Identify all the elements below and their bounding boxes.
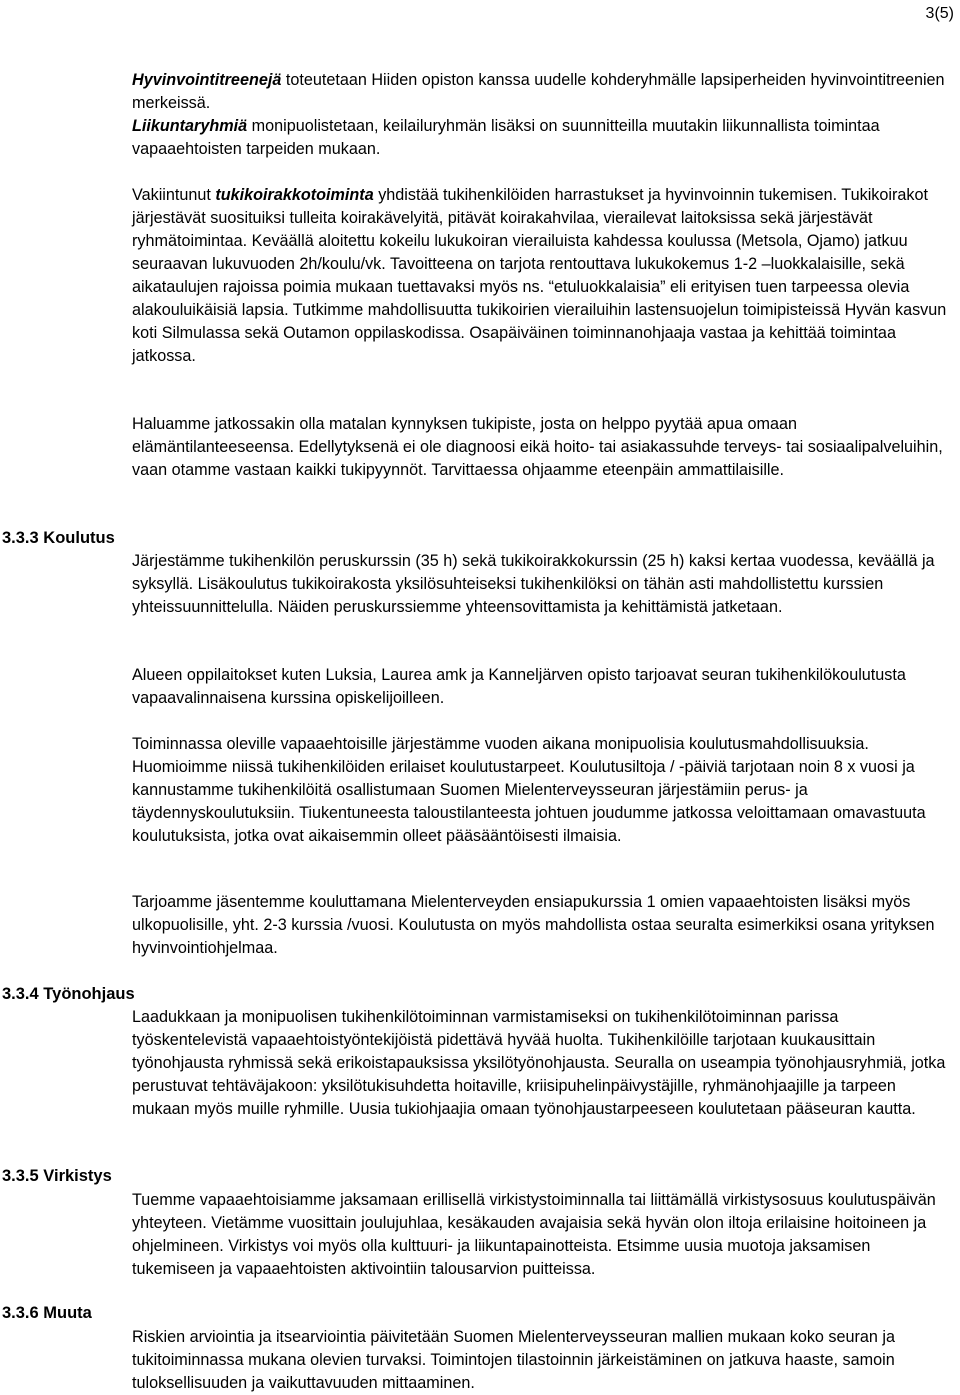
koulutus-p1-text: Järjestämme tukihenkilön peruskurssin (35 h) sekä tukikoirakkokurssin (25 h) kaksi kertaa vuodessa, keväällä ja syksyllä. Lisäkoulutus tukikoirakosta yksilösuhteiseksi tukihenkilöksi on tähän asti mahdollistettu kurssien yhteissuunnittelulla. Näiden peruskurssiemme yhteensovittamista ja kehittämistä jatketaan.	[132, 552, 935, 616]
liikuntaryhmat-term: Liikuntaryhmiä	[132, 117, 248, 135]
koulutus-paragraph-3	[132, 733, 956, 848]
koulutus-paragraph-1	[132, 550, 956, 619]
koulutus-p4-text: Tarjoamme jäsentemme kouluttamana Mielenterveyden ensiapukurssia 1 omien vapaaehtoisten lisäksi myös ulkopuolisille, yht. 2-3 kurssia /vuosi. Koulutusta on myös mahdollista ostaa seuralta esimerkiksi osana yrityksen hyvinvointiohjelmaa.	[132, 893, 935, 957]
section-heading-koulutus: 3.3.3 Koulutus	[2, 529, 115, 547]
koulutus-p3-text: Toiminnassa oleville vapaaehtoisille järjestämme vuoden aikana monipuolisia koulutusmahdollisuuksia. Huomioimme niissä tukihenkilöiden erilaiset koulutustarpeet. Koulutusiltoja / -päiviä tarjotaan noin 8 x vuosi ja kannustamme tukihenkilöitä osallistumaan Suomen Mielenterveysseuran järjestämiin perus- ja täydennyskoulutuksiin. Tiukentuneesta taloustilanteesta johtuen joudumme jatkossa veloittamaan omavastuuta koulutuksista, jotka ovat aikaisemmin olleet pääsääntöisesti ilmaisia.	[132, 735, 926, 845]
intro-p3-text: Haluamme jatkossakin olla matalan kynnyksen tukipiste, josta on helppo pyytää apua omaan elämäntilanteeseensa. Edellytyksenä ei ole diagnoosi eikä hoito- tai asiakassuhde terveys- tai sosiaalipalveluihin, vaan otamme vastaan kaikki tukipyynnöt. Tarvittaessa ohjaamme eteenpäin ammattilaisille.	[132, 415, 943, 479]
tukikoirakkotoiminta-term: tukikoirakkotoiminta	[215, 186, 374, 204]
tyonohjaus-paragraph-1	[132, 1006, 956, 1121]
koulutus-paragraph-4	[132, 891, 956, 960]
koulutus-p2-text: Alueen oppilaitokset kuten Luksia, Laurea amk ja Kanneljärven opisto tarjoavat seuran tukihenkilökoulutusta vapaavalinnaisena kurssina opiskelijoilleen.	[132, 666, 906, 707]
virkistys-paragraph-1	[132, 1189, 956, 1281]
intro-p2-text-2: yhdistää tukihenkilöiden harrastukset ja hyvinvoinnin tukemisen. Tukikoirakot järjestävät suosituiksi tulleita koirakävelyitä, pitävät koirakahvilaa, vierailevat laitoksissa sekä järjestävät ryhmätoimintaa. Keväällä aloitettu kokeilu lukukoiran vierailuista kahdessa koulussa (Metsola, Ojamo) jatkuu seuraavan lukuvuoden 2h/koulu/vk. Tavoitteena on tarjota rentouttava lukukokemus 1-2 –luokkalaisille, sekä aikataulujen rajoissa poimia mukaan tuettavaksi myös ns. “etuluokkalaisia” eli erityisen tuen tarpeessa olevia alakouluikäisiä lapsia. Tutkimme mahdollisuutta tukikoirien vierailuihin lastensuojelun toimipisteissä Hyvän kasvun koti Silmulassa sekä Outamon oppilaskodissa. Osapäiväinen toiminnanohjaaja vastaa ja kehittää toimintaa jatkossa.	[132, 186, 947, 365]
hyvinvointitreenit-term: Hyvinvointitreenejä	[132, 71, 282, 89]
virkistys-p1-text: Tuemme vapaaehtoisiamme jaksamaan erillisellä virkistystoiminnalla tai liittämällä virkistysosuus koulutuspäivän yhteyteen. Vietämme vuosittain joulujuhlaa, kesäkauden avajaisia sekä hyvän olon iltoja erilaisine hoitoineen ja ohjelmineen. Virkistys voi myös olla kulttuuri- ja liikuntapainotteista. Etsimme uusia muotoja jaksamisen tukemiseen ja vapaaehtoisten aktivointiin talousarvion puitteissa.	[132, 1191, 936, 1278]
intro-p2-text-1: Vakiintunut	[132, 186, 216, 204]
section-heading-muuta: 3.3.6 Muuta	[2, 1304, 92, 1322]
section-heading-tyonohjaus: 3.3.4 Työnohjaus	[2, 985, 135, 1003]
intro-p1-text-2: monipuolistetaan, keilailuryhmän lisäksi on suunnitteilla muutakin liikunnallista toimintaa vapaaehtoisten tarpeiden mukaan.	[132, 117, 880, 158]
intro-paragraph-2	[132, 184, 956, 368]
section-heading-virkistys: 3.3.5 Virkistys	[2, 1167, 112, 1185]
muuta-p1-text: Riskien arviointia ja itsearviointia päivitetään Suomen Mielenterveysseuran mallien mukaan koko seuran ja tukitoiminnassa mukana olevien turvaksi. Toimintojen tilastoinnin järkeistäminen on jatkuva haaste, samoin tuloksellisuuden ja vaikuttavuuden mittaaminen.	[132, 1328, 896, 1392]
koulutus-paragraph-2	[132, 664, 956, 710]
tyonohjaus-p1-text: Laadukkaan ja monipuolisen tukihenkilötoiminnan varmistamiseksi on tukihenkilötoiminnan parissa työskentelevistä vapaaehtoistyöntekijöistä pidettävä hyvää huolta. Tukihenkilöille tarjotaan kuukausittain työnohjausta ryhmissä sekä erikoistapauksissa yksilötyönohjausta. Seuralla on useampia työnohjausryhmiä, jotka perustuvat tehtäväjakoon: yksilötukisuhdetta hoitaville, kriisipuhelinpäivystäjille, ryhmänohjaajille ja tarpeen mukaan myös muille ryhmille. Uusia tukiohjaajia omaan työnohjaustarpeeseen koulutetaan pääseuran kautta.	[132, 1008, 946, 1118]
intro-paragraph-1	[132, 69, 956, 161]
intro-paragraph-3	[132, 413, 956, 482]
muuta-paragraph-1	[132, 1326, 956, 1395]
page-number: 3(5)	[925, 5, 954, 22]
intro-p1-text-1: toteutetaan Hiiden opiston kanssa uudelle kohderyhmälle lapsiperheiden hyvinvointitreenien merkeissä.	[132, 71, 945, 112]
